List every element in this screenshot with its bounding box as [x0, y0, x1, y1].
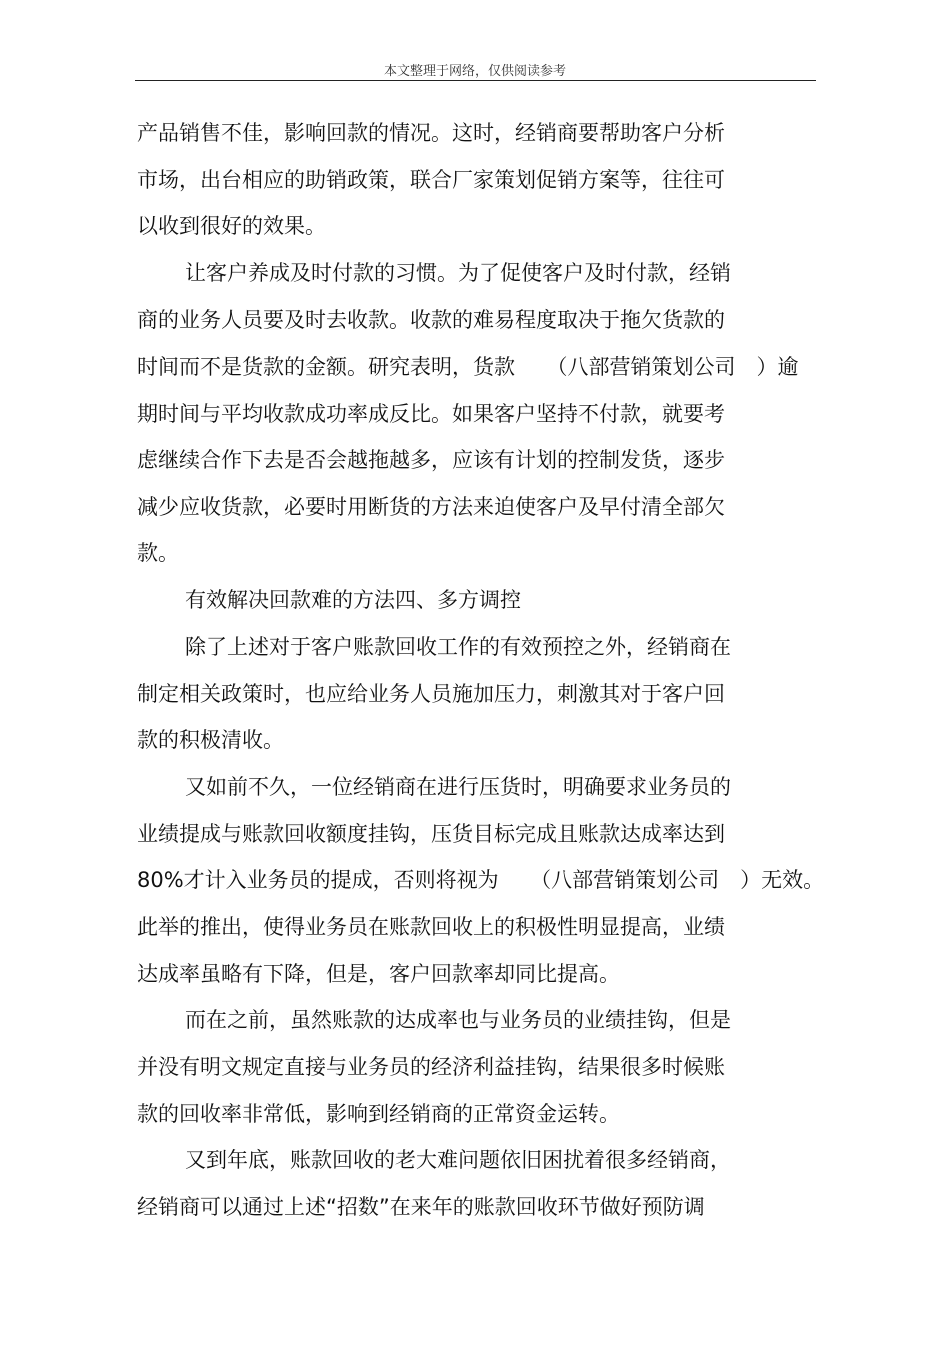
text-line: 而在之前，虽然账款的达成率也与业务员的业绩挂钩，但是: [185, 1008, 731, 1032]
header-divider: [135, 80, 816, 81]
text-line: 减少应收货款，必要时用断货的方法来迫使客户及早付清全部欠: [137, 495, 725, 519]
text-line: 市场，出台相应的助销政策，联合厂家策划促销方案等，往往可: [137, 168, 725, 192]
text-line: 时间而不是货款的金额。研究表明，货款 （八部营销策划公司 ）逾: [137, 355, 799, 379]
text-line: 让客户养成及时付款的习惯。为了促使客户及时付款，经销: [185, 261, 731, 285]
text-line: 款的回收率非常低，影响到经销商的正常资金运转。: [137, 1102, 620, 1126]
page-header: 本文整理于网络，仅供阅读参考: [383, 64, 566, 79]
text-line: 产品销售不佳，影响回款的情况。这时，经销商要帮助客户分析: [137, 121, 725, 145]
text-line: 虑继续合作下去是否会越拖越多，应该有计划的控制发货，逐步: [137, 448, 725, 472]
text-line: 并没有明文规定直接与业务员的经济利益挂钩，结果很多时候账: [137, 1055, 725, 1079]
text-line: 达成率虽略有下降，但是，客户回款率却同比提高。: [137, 962, 620, 986]
text-line: 制定相关政策时，也应给业务人员施加压力，刺激其对于客户回: [137, 682, 725, 706]
text-line: 又如前不久，一位经销商在进行压货时，明确要求业务员的: [185, 775, 731, 799]
text-line: 又到年底，账款回收的老大难问题依旧困扰着很多经销商，: [185, 1148, 731, 1172]
text-line: 以收到很好的效果。: [137, 214, 326, 238]
text-line: 款的积极清收。: [137, 728, 284, 752]
text-line: 款。: [137, 541, 179, 565]
text-line: 经销商可以通过上述“招数”在来年的账款回收环节做好预防调: [137, 1195, 705, 1219]
text-line: 业绩提成与账款回收额度挂钩，压货目标完成且账款达成率达到: [137, 822, 725, 846]
section-heading: 有效解决回款难的方法四、多方调控: [185, 588, 521, 612]
text-line: 除了上述对于客户账款回收工作的有效预控之外，经销商在: [185, 635, 731, 659]
text-line: 80%才计入业务员的提成，否则将视为 （八部营销策划公司 ）无效。: [137, 868, 825, 892]
text-line: 期时间与平均收款成功率成反比。如果客户坚持不付款，就要考: [137, 402, 725, 426]
text-line: 商的业务人员要及时去收款。收款的难易程度取决于拖欠货款的: [137, 308, 725, 332]
text-line: 此举的推出，使得业务员在账款回收上的积极性明显提高，业绩: [137, 915, 725, 939]
